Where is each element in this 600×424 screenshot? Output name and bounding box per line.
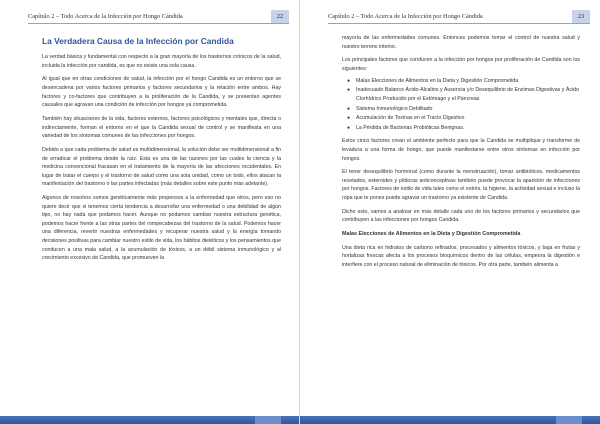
right-page-content bbox=[342, 34, 580, 275]
bullet-icon: ● bbox=[347, 124, 351, 131]
page-number: 23 bbox=[572, 10, 590, 23]
paragraph: mayoría de las enfermedades comunes. Entonces podemos tomar el control de nuestra salud y nuestro terreno interior. bbox=[342, 35, 580, 50]
list-item bbox=[342, 77, 580, 86]
footer-band bbox=[0, 416, 299, 424]
list-item bbox=[342, 86, 580, 103]
bullet-icon: ● bbox=[347, 87, 351, 94]
list-item-text: Inadecuado Balance Ácido-Alcalino y Ausencia y/o Desequilibrio de Enzimas Digestivas y Ácido Clorhídrico Producido por el Estómago y el Páncreas bbox=[356, 87, 579, 102]
chapter-header-text: Capítulo 2 – Todo Acerca de la Infección por Hongo Cándida bbox=[28, 13, 183, 20]
footer-band bbox=[300, 416, 600, 424]
paragraph: Los principales factores que conducen a la infección por hongos por proliferación de Candida son los siguientes: bbox=[342, 57, 580, 72]
paragraph: Algunos de nosotros somos genéticamente más propensos a la enfermedad que otros, pero eso no quiere decir que si tenemos cierta tendencia a desarrollar una enfermedad o una debilidad de algún tipo, no hay nada que podamos hacer. Aunque no podamos cambiar nuestra estructura genética, podemos hacer frente a las otras partes del rompecabezas del trastorno de la salud. Podemos hacer una diferencia, revertir nuestras enfermedades y recuperar nuestra salud y la energía tomando decisiones positivas para cambiar nuestro estilo de vida, los hábitos dietéticos y los pensamientos que conducen a una mala salud, a la acumulación de tóxicos, a un débil sistema inmunológico y al crecimiento excesivo de Candida, que promueven la bbox=[42, 195, 281, 262]
list-item-text: La Pérdida de Bacterias Probióticas Benignas. bbox=[356, 124, 465, 131]
list-item-text: Malas Elecciones de Alimentos en la Dieta y Digestión Comprometida bbox=[356, 77, 519, 84]
paragraph: Dicho esto, vamos a analizar en más detalle cada uno de los factores primarios y secundarios que contribuyen a las infecciones por hongos Candida. bbox=[342, 208, 580, 224]
bullet-icon: ● bbox=[347, 115, 351, 122]
paragraph: Debido a que cada problema de salud es multidimensional, la solución debe ser multidimensional a fin de erradicar el problema desde la raíz. Esta es una de las razones por las cuales la ciencia y la medicina convencional fracasan en el tratamiento de la mayoría de las afecciones occidentales. En lugar de tratar el cuerpo y el trastorno de salud como una sola unidad, como un todo, ellos atacan la manifestación del trastorno o las partes infectadas (más detalles sobre este punto más adelante). bbox=[42, 146, 281, 188]
paragraph: Estos cinco factores crean el ambiente perfecto para que la Candida se multiplique y transforme de levadura a una forma de hongo, que puede manifestarse entre otros síntomas en infección por hongos. bbox=[342, 138, 580, 162]
running-header bbox=[28, 10, 289, 24]
list-item-text: Acumulación de Toxinas en el Tracto Digestivo bbox=[356, 115, 465, 122]
section-title: La Verdadera Causa de la Infección por Candida bbox=[42, 36, 234, 46]
bullet-icon: ● bbox=[347, 77, 351, 84]
subsection-title: Malas Elecciones de Alimentos en la Dieta y Digestión Comprometida bbox=[342, 231, 521, 238]
paragraph: La verdad básica y fundamental con respecto a la gran mayoría de los trastornos crónicos de la salud, incluida la infección por candida, es que no existe una sola causa. bbox=[42, 54, 281, 69]
paragraph: También hay situaciones de la vida, factores externos, factores psicológicos y mentales que, directa o indirectamente, forman el entorno en el que la Candida sexual de control y se manifiesta en una variedad de los síntomas comunes de las infecciones por hongos. bbox=[42, 115, 281, 140]
list-item bbox=[342, 105, 580, 114]
paragraph: Al igual que en otras condiciones de salud, la infección por el hongo Candida es un entorno que se desencadena por varios factores primarios y factores secundarios y la relación entre ambos. Hay factores y co-factores que contribuyen a la proliferación de la Candida, y se presentan agentes causales que agravan una condición de infección por hongos ya comprometida. bbox=[42, 76, 281, 109]
bullet-icon: ● bbox=[347, 105, 351, 112]
left-page-content bbox=[42, 36, 281, 268]
paragraph: El tener desequilibrio hormonal (como durante la menstruación), tomar antibióticos, medicamentos recetados, esteroides y píldoras anticonceptivas también puede provocar la aparición de infecciones por hongos. Factores de estilo de vida tales como el estrés, la higiene, la actividad sexual e incluso la ropa que te pones puede agravar un trastorno ya existente de Candida. bbox=[342, 169, 580, 202]
paragraph: Una dieta rica en hidratos de carbono refinados, procesados y alimentos tóxicos, y baja en frutas y hortalizas frescas afecta a los procesos bioquímicos dentro de las células, empeora la digestión e interfiere con el proceso natural de eliminación de tóxicos. Por otra parte, también alimenta a bbox=[342, 244, 580, 268]
right-page bbox=[300, 0, 600, 424]
list-item-text: Sistema Inmunológico Debilitado bbox=[356, 105, 433, 112]
running-header bbox=[328, 10, 590, 24]
chapter-header-text: Capítulo 2 – Todo Acerca de la Infección por Hongo Cándida bbox=[328, 13, 483, 20]
list-item bbox=[342, 124, 580, 133]
factor-list bbox=[342, 77, 580, 133]
page-number: 22 bbox=[271, 10, 289, 23]
list-item bbox=[342, 114, 580, 123]
